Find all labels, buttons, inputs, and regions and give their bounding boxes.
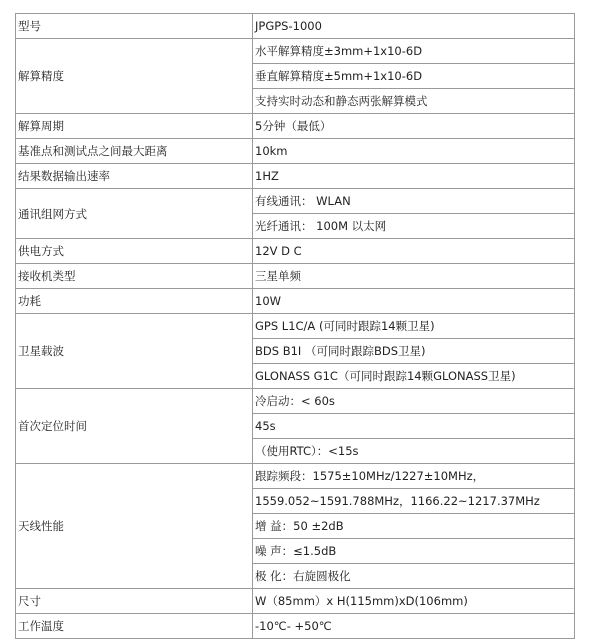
- row-value-antenna-gain: 增 益：50 ±2dB: [253, 514, 575, 539]
- row-value-first-fix-rtc: （使用RTC）：<15s: [253, 439, 575, 464]
- row-value-antenna-band-1: 跟踪频段：1575±10MHz/1227±10MHz，: [253, 464, 575, 489]
- row-value-carrier-gps: GPS L1C/A (可同时跟踪14颗卫星): [253, 314, 575, 339]
- table-row: [16, 464, 575, 489]
- table-row: [16, 14, 575, 39]
- row-value-first-fix-cold: 冷启动：< 60s: [253, 389, 575, 414]
- table-row: [16, 314, 575, 339]
- row-value-carrier-glonass: GLONASS G1C（可同时跟踪14颗GLONASS卫星): [253, 364, 575, 389]
- row-label-network: 通讯组网方式: [16, 189, 253, 239]
- row-value-accuracy-horizontal: 水平解算精度±3mm+1x10-6D: [253, 39, 575, 64]
- table-row: [16, 289, 575, 314]
- row-label-output-rate: 结果数据输出速率: [16, 164, 253, 189]
- table-row: [16, 264, 575, 289]
- table-row: [16, 239, 575, 264]
- table-row: [16, 114, 575, 139]
- row-value-power-supply: 12V D C: [253, 239, 575, 264]
- spec-table: [15, 13, 575, 639]
- row-label-antenna: 天线性能: [16, 464, 253, 589]
- table-row: [16, 139, 575, 164]
- row-value-cycle: 5分钟（最低）: [253, 114, 575, 139]
- row-value-receiver-type: 三星单频: [253, 264, 575, 289]
- row-label-satellite-carrier: 卫星载波: [16, 314, 253, 389]
- row-value-antenna-band-2: 1559.052~1591.788MHz，1166.22~1217.37MHz: [253, 489, 575, 514]
- row-label-cycle: 解算周期: [16, 114, 253, 139]
- row-label-power: 功耗: [16, 289, 253, 314]
- row-value-network-wired: 有线通讯： WLAN: [253, 189, 575, 214]
- row-label-max-distance: 基准点和测试点之间最大距离: [16, 139, 253, 164]
- table-row: [16, 189, 575, 214]
- row-value-model: JPGPS-1000: [253, 14, 575, 39]
- table-row: [16, 389, 575, 414]
- row-value-carrier-bds: BDS B1I （可同时跟踪BDS卫星): [253, 339, 575, 364]
- row-value-accuracy-vertical: 垂直解算精度±5mm+1x10-6D: [253, 64, 575, 89]
- row-value-antenna-polarization: 极 化：右旋圆极化: [253, 564, 575, 589]
- row-label-model: 型号: [16, 14, 253, 39]
- row-label-accuracy: 解算精度: [16, 39, 253, 114]
- row-value-max-distance: 10km: [253, 139, 575, 164]
- row-label-dimensions: 尺寸: [16, 589, 253, 614]
- row-value-accuracy-modes: 支持实时动态和静态两张解算模式: [253, 89, 575, 114]
- row-value-temperature: -10℃- +50℃: [253, 614, 575, 639]
- row-value-antenna-noise: 噪 声：≤1.5dB: [253, 539, 575, 564]
- row-label-temperature: 工作温度: [16, 614, 253, 639]
- spec-table-body: [16, 14, 575, 639]
- row-value-first-fix-warm: 45s: [253, 414, 575, 439]
- row-value-output-rate: 1HZ: [253, 164, 575, 189]
- row-value-power: 10W: [253, 289, 575, 314]
- row-label-first-fix: 首次定位时间: [16, 389, 253, 464]
- row-label-receiver-type: 接收机类型: [16, 264, 253, 289]
- table-row: [16, 39, 575, 64]
- table-row: [16, 164, 575, 189]
- row-value-dimensions: W（85mm）x H(115mm)xD(106mm): [253, 589, 575, 614]
- table-row: [16, 589, 575, 614]
- row-label-power-supply: 供电方式: [16, 239, 253, 264]
- table-row: [16, 614, 575, 639]
- row-value-network-fiber: 光纤通讯： 100M 以太网: [253, 214, 575, 239]
